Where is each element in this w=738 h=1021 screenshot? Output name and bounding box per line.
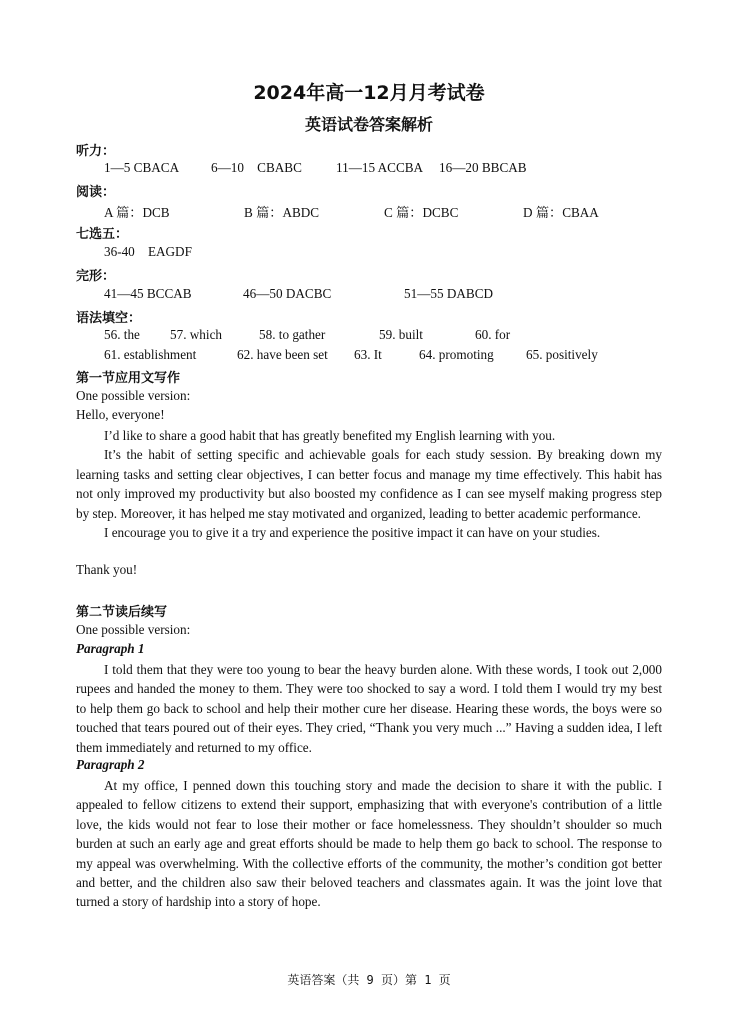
- listening-group: 1—5 CBACA: [104, 160, 180, 175]
- writing2-intro: One possible version:: [76, 622, 191, 637]
- grammar-answer: 59. built: [379, 327, 423, 342]
- writing1-intro: One possible version:: [76, 388, 191, 403]
- writing1-paragraph: I’d like to share a good habit that has greatly benefited my English learning with you.: [104, 428, 556, 443]
- paragraph2-body: [76, 776, 662, 912]
- listening-group: 11—15 ACCBA: [336, 160, 424, 175]
- grammar-answer: 58. to gather: [259, 327, 326, 342]
- cloze-heading: 完形：: [76, 269, 116, 284]
- writing1-closing: Thank you!: [76, 562, 138, 577]
- reading-heading: 阅读：: [76, 185, 116, 200]
- grammar-answer: 56. the: [104, 327, 140, 342]
- grammar-answer: 65. positively: [526, 347, 598, 362]
- grammar-answer: 64. promoting: [419, 347, 494, 362]
- page-title: 2024年高一12月月考试卷: [253, 82, 485, 104]
- reading-group: D 篇：CBAA: [523, 205, 599, 220]
- paragraph1-text: I told them that they were too young to bear the heavy burden alone. With these words, I took out 2,000 rupees and handed the money to them. They were too shocked to say a word. I told them I would try my best to help them go back to school and help their mother cure her disease. Hearing these words, the boys were so touched that tears poured out of their eyes. They cried, “Thank you very much ...” Having a sudden idea, I left them immediately and returned to my office.: [76, 662, 662, 755]
- writing1-paragraph: I encourage you to give it a try and experience the positive impact it can have on your studies.: [104, 525, 601, 541]
- seven-choose-five-group: 36-40 EAGDF: [104, 244, 192, 259]
- listening-group: 16—20 BBCAB: [439, 160, 527, 175]
- seven-choose-five-heading: 七选五：: [76, 227, 129, 242]
- writing1-greeting: Hello, everyone!: [76, 407, 165, 422]
- writing2-heading: 第二节读后续写: [76, 605, 168, 620]
- page-subtitle: 英语试卷答案解析: [304, 115, 433, 134]
- paragraph1-label: Paragraph 1: [76, 641, 145, 656]
- cloze-group: 51—55 DABCD: [404, 286, 494, 301]
- paragraph2-label: Paragraph 2: [76, 757, 145, 772]
- writing1-body: [76, 426, 662, 542]
- listening-heading: 听力：: [76, 144, 116, 159]
- grammar-answer: 62. have been set: [237, 347, 328, 362]
- listening-group: 6—10 CBABC: [211, 160, 302, 175]
- grammar-answer: 63. It: [354, 347, 382, 362]
- reading-group: B 篇：ABDC: [244, 205, 320, 220]
- grammar-answer: 57. which: [170, 327, 223, 342]
- reading-group: A 篇：DCB: [104, 205, 170, 220]
- page-footer: 英语答案（共 9 页）第 1 页: [287, 973, 451, 987]
- paragraph2-text: At my office, I penned down this touching story and made the decision to share it with the public. I appealed to fellow citizens to extend their support, emphasizing that with everyone's contribution of a little love, the kids would not fear to lose their mother or face homelessness. They shouldn’t shoulder so much burden at such an early age and great efforts should be made to help them go back to school. The response to my appeal was overwhelming. With the collective efforts of the community, the mother’s condition got better and better, and the children also saw their beloved teachers and classmates again. It was the joint love that turned a story of hardship into a story of hope.: [76, 778, 662, 910]
- writing1-paragraph: It’s the habit of setting specific and achievable goals for each study session. By breaking down my learning tasks and setting clear objectives, I can better focus and manage my time effectively. This habit has not only improved my productivity but also boosted my confidence as I can see myself making progress step by step. Moreover, it has helped me stay motivated and organized, leading to better academic performance.: [76, 447, 662, 521]
- reading-group: C 篇：DCBC: [384, 205, 459, 220]
- paragraph1-body: [76, 660, 662, 757]
- writing1-heading: 第一节应用文写作: [76, 371, 181, 386]
- grammar-heading: 语法填空：: [76, 311, 142, 326]
- grammar-answer: 60. for: [475, 327, 511, 342]
- cloze-group: 46—50 DACBC: [243, 286, 332, 301]
- cloze-group: 41—45 BCCAB: [104, 286, 192, 301]
- grammar-answer: 61. establishment: [104, 347, 197, 362]
